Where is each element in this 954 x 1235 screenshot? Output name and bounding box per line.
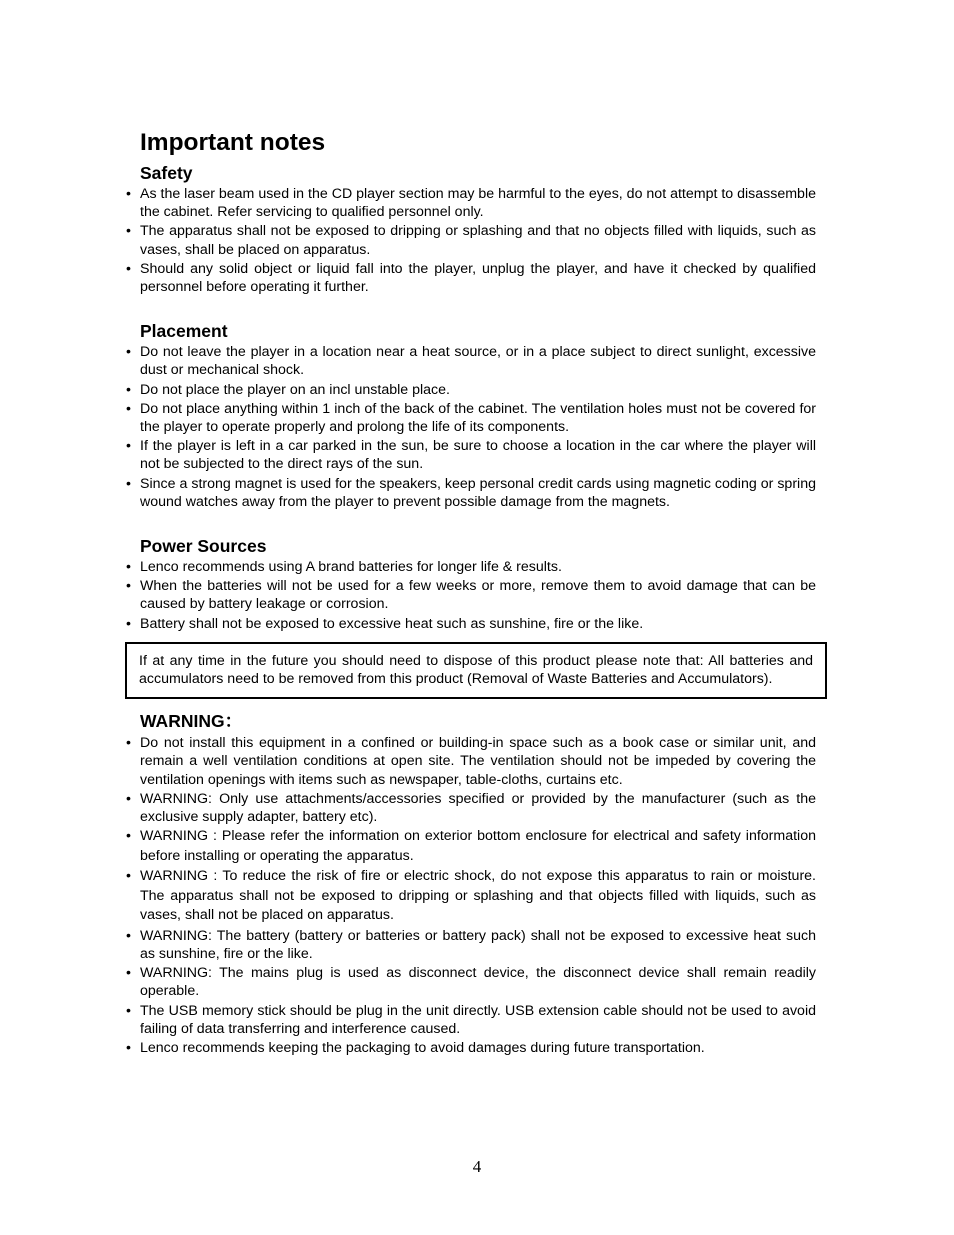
page-number: 4 (472, 1157, 482, 1176)
safety-section (126, 162, 816, 296)
list-item: • Do not place anything within 1 inch of the back of the cabinet. The ventilation holes must not be covered for the player to operate properly and prolong the life of its components. (126, 400, 816, 436)
placement-heading: Placement (140, 321, 228, 342)
placement-section (126, 320, 816, 511)
placement-list (126, 343, 816, 511)
list-item: • Should any solid object or liquid fall into the player, unplug the player, and have it checked by qualified personnel before operating it further. (126, 260, 816, 296)
safety-heading: Safety (140, 163, 193, 183)
list-item: • Do not install this equipment in a confined or building-in space such as a book case or similar unit, and remain a well ventilation conditions at open site. The ventilation should not be impeded by covering the ventilation openings with items such as newspaper, table-cloths, curtains etc. (126, 734, 816, 789)
warning-section (126, 710, 816, 1057)
warning-list (126, 734, 816, 1057)
list-item: • As the laser beam used in the CD player section may be harmful to the eyes, do not attempt to disassemble the cabinet. Refer servicing to qualified personnel only. (126, 185, 816, 221)
list-item: • The USB memory stick should be plug in the unit directly. USB extension cable should not be used to avoid failing of data transferring and interference caused. (126, 1002, 816, 1038)
power-heading: Power Sources (140, 536, 267, 557)
battery-disposal-notice: If at any time in the future you should need to dispose of this product please note that: All batteries and accumulators need to be removed from this product (Removal of Waste Batteries and Accumulators). (125, 642, 827, 699)
list-item: • Do not place the player on an incl unstable place. (126, 381, 816, 399)
list-item: • WARNING: The mains plug is used as disconnect device, the disconnect device shall remain readily operable. (126, 964, 816, 1000)
list-item: • Lenco recommends keeping the packaging to avoid damages during future transportation. (126, 1039, 816, 1057)
page-content (126, 128, 816, 1058)
page-title: Important notes (140, 129, 326, 156)
power-section (126, 535, 816, 633)
list-item: • WARNING : To reduce the risk of fire or electric shock, do not expose this apparatus to rain or moisture. The apparatus shall not be exposed to dripping or splashing and that objects filled with liquids, such as vases, shall not be placed on apparatus. (126, 867, 816, 926)
list-item: • WARNING: Only use attachments/accessories specified or provided by the manufacturer (such as the exclusive supply adapter, battery etc). (126, 790, 816, 826)
list-item: • If the player is left in a car parked in the sun, be sure to choose a location in the car where the player will not be subjected to the direct rays of the sun. (126, 437, 816, 473)
safety-list (126, 185, 816, 296)
warning-heading: WARNING： (140, 711, 243, 732)
list-item: • WARNING : Please refer the information on exterior bottom enclosure for electrical and safety information before installing or operating the apparatus. (126, 827, 816, 866)
list-item: • Since a strong magnet is used for the speakers, keep personal credit cards using magnetic coding or spring wound watches away from the player to prevent possible damage from the magnets. (126, 475, 816, 511)
power-list (126, 558, 816, 633)
list-item: • The apparatus shall not be exposed to dripping or splashing and that no objects filled with liquids, such as vases, shall be placed on apparatus. (126, 222, 816, 258)
list-item: • Lenco recommends using A brand batteries for longer life & results. (126, 558, 816, 576)
list-item: • When the batteries will not be used for a few weeks or more, remove them to avoid damage that can be caused by battery leakage or corrosion. (126, 577, 816, 613)
list-item: • Battery shall not be exposed to excessive heat such as sunshine, fire or the like. (126, 615, 816, 633)
list-item: • WARNING: The battery (battery or batteries or battery pack) shall not be exposed to excessive heat such as sunshine, fire or the like. (126, 927, 816, 963)
list-item: • Do not leave the player in a location near a heat source, or in a place subject to direct sunlight, excessive dust or mechanical shock. (126, 343, 816, 379)
